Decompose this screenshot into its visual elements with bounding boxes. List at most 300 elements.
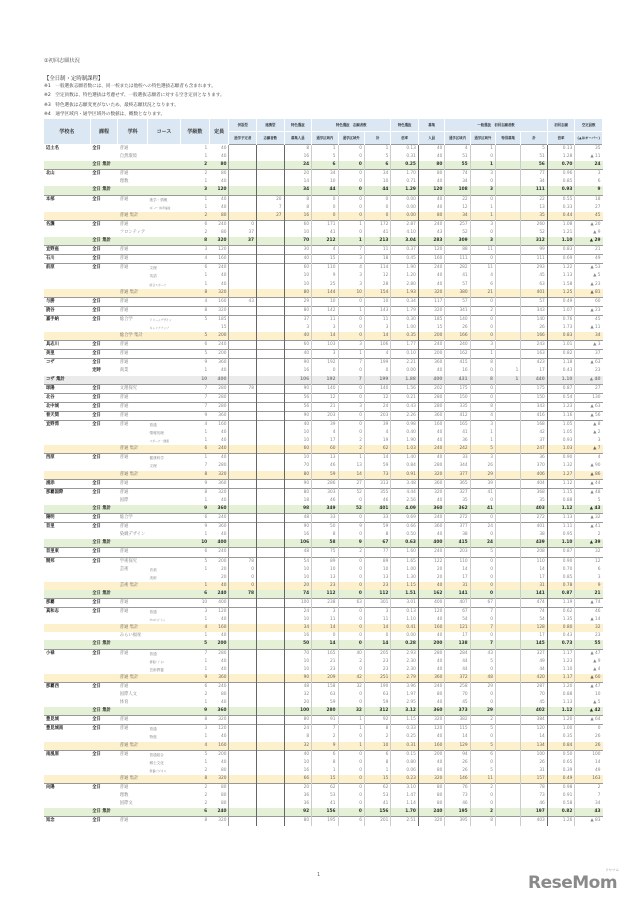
sub-course: スポーツ・健康 [149, 439, 169, 444]
general-out-district: 29 [470, 707, 495, 716]
sub-course [148, 539, 181, 548]
class-count: 5 [181, 557, 210, 566]
general-total: 26 [521, 759, 547, 767]
school-name [44, 505, 90, 514]
tokushoku-quota: 20 [284, 582, 312, 590]
affiliated-planned [229, 658, 257, 666]
sub-course: 美術 [149, 575, 157, 580]
tokushoku-out-district: 0 [338, 566, 364, 574]
affiliated-planned [229, 359, 257, 368]
initial-rate: 0.33 [547, 204, 575, 212]
general-quota: 160 [418, 421, 444, 430]
general-out-district: 1 [470, 145, 495, 154]
affiliated-planned [229, 306, 257, 315]
class-count: 1 [204, 273, 208, 279]
tokushoku-out-district: 0 [338, 691, 364, 699]
department: 普通 [118, 750, 148, 759]
general-special [495, 393, 520, 402]
course-type: 全日 [90, 479, 118, 488]
general-special [495, 204, 520, 212]
general-total: 440 [521, 376, 547, 385]
school-name: 那覇国際 [44, 488, 90, 497]
vacancy: 34 [575, 800, 603, 808]
tokushoku-out-district: 0 [338, 767, 364, 775]
table-row [44, 566, 603, 574]
general-quota: 120 [418, 186, 444, 195]
general-special [495, 237, 520, 246]
department: 体育 [119, 700, 129, 706]
general-in-district: 22 [445, 195, 470, 204]
table-row [44, 497, 603, 505]
sub-course [148, 212, 181, 221]
class-count: 1 [204, 430, 208, 436]
general-in-district: 284 [445, 649, 470, 658]
tokushoku-in-district: 12 [312, 393, 338, 402]
capacity: 200 [209, 640, 229, 649]
affiliated-planned [229, 616, 257, 624]
course-type [90, 332, 118, 341]
table-row-subtotal [44, 237, 603, 246]
affiliated-planned: 43 [229, 297, 257, 306]
school-name [44, 742, 90, 751]
general-quota: 40 [418, 531, 444, 539]
general-in-district: 110 [445, 557, 470, 566]
general-special [495, 479, 520, 488]
department: 普通 [118, 255, 148, 264]
header-school: 学校名 [44, 119, 90, 145]
capacity: 40 [209, 437, 229, 445]
tokushoku-total: 14 [364, 332, 390, 341]
tokushoku-in-district: 112 [312, 590, 338, 599]
tokushoku-quota: 18 [284, 497, 312, 505]
tokushoku-in-district: 0 [312, 212, 338, 221]
general-out-district: 0 [470, 582, 495, 590]
note-3: ※3 特色選抜は志願変更がないため、最終志願状況となります。 [44, 102, 179, 108]
capacity: 40 [209, 759, 229, 767]
general-out-district: 5 [470, 658, 495, 666]
sub-course [148, 817, 181, 826]
tokushoku-in-district: 13 [312, 454, 338, 463]
initial-rate: 1.13 [547, 514, 575, 523]
tokushoku-rate: 3.96 [391, 682, 419, 691]
general-out-district: 3 [470, 220, 495, 229]
general-in-district: 31 [445, 582, 470, 590]
tokushoku-rate: 0.00 [391, 195, 419, 204]
course-type: 全日 集計 [90, 505, 118, 514]
general-in-district: 46 [445, 800, 470, 808]
class-count: 4 [181, 624, 210, 632]
general-in-district: 150 [445, 393, 470, 402]
general-total: 166 [521, 332, 547, 341]
sub-course: 普通 [148, 725, 181, 734]
general-special [495, 255, 520, 264]
tokushoku-out-district: 0 [338, 297, 364, 306]
table-row [44, 402, 603, 411]
vacancy: 45 [575, 315, 603, 324]
general-quota: 40 [418, 178, 444, 186]
sub-course [148, 367, 181, 375]
school-name [44, 281, 90, 289]
school-name: 宜野座 [44, 246, 90, 255]
header-tok-in: 通学区域内 [312, 132, 338, 145]
course-type [90, 674, 118, 683]
tokushoku-out-district: 2 [338, 548, 364, 557]
class-count: 9 [181, 359, 210, 368]
tokushoku-quota: 34 [284, 186, 312, 195]
partnership-applicants [257, 341, 285, 350]
general-out-district: 0 [470, 800, 495, 808]
initial-rate: 1.26 [547, 817, 575, 826]
sub-course [148, 289, 181, 298]
header-tok-group: 特色選抜 志願者数 [312, 119, 391, 132]
general-out-district: 0 [470, 590, 495, 599]
capacity: 40 [209, 204, 229, 212]
tokushoku-rate: 2.21 [391, 359, 419, 368]
tokushoku-out-district: 0 [338, 145, 364, 154]
tokushoku-in-district: 195 [312, 817, 338, 826]
tokushoku-rate: 1.14 [391, 800, 419, 808]
general-out-district: 4 [470, 411, 495, 420]
general-out-district: 24 [470, 523, 495, 532]
department: みらい福祉 [119, 633, 142, 639]
school-name [44, 539, 90, 548]
tokushoku-quota: 56 [284, 402, 312, 411]
partnership-applicants [257, 775, 285, 784]
tokushoku-quota: 48 [284, 514, 312, 523]
tokushoku-quota: 70 [284, 649, 312, 658]
tokushoku-rate: 0.30 [391, 315, 419, 324]
initial-rate: 0.69 [547, 255, 575, 264]
class-count: 2 [181, 170, 210, 179]
initial-rate: 0.73 [547, 640, 575, 649]
tokushoku-out-district: 0 [338, 514, 364, 523]
general-special [495, 497, 520, 505]
department [118, 281, 148, 289]
course-type [90, 691, 118, 699]
tokushoku-rate: 2.87 [391, 220, 419, 229]
table-row [44, 759, 603, 767]
tokushoku-quota: 10 [284, 658, 312, 666]
tokushoku-in-district: 4 [312, 429, 338, 437]
tokushoku-rate: 1.47 [391, 792, 419, 800]
course-type: 全日 集計 [90, 808, 118, 817]
general-in-district: 272 [445, 514, 470, 523]
partnership-applicants [257, 255, 285, 264]
affiliated-planned [229, 315, 257, 324]
general-total: 70 [521, 691, 547, 699]
tokushoku-total: 34 [364, 170, 390, 179]
tokushoku-total: 14 [364, 640, 390, 649]
tokushoku-quota: 90 [284, 384, 312, 393]
course-type: 全日 [90, 817, 118, 826]
tokushoku-rate: 0.15 [391, 750, 419, 759]
table-row [44, 792, 603, 800]
department [118, 272, 148, 280]
partnership-applicants [257, 505, 285, 514]
affiliated-planned [229, 742, 257, 751]
initial-rate: 0.43 [547, 367, 575, 375]
vacancy: ▲ 11 [575, 153, 603, 161]
general-quota: 160 [418, 624, 444, 632]
affiliated-planned [229, 505, 257, 514]
header-tok-rate1: 特色選抜 [391, 119, 419, 132]
tokushoku-in-district: 4 [312, 246, 338, 255]
class-count: 6 [181, 220, 210, 229]
class-count: 4 [181, 421, 210, 430]
capacity: 400 [209, 598, 229, 607]
tokushoku-out-district: 40 [338, 649, 364, 658]
tokushoku-quota: 10 [284, 574, 312, 582]
initial-rate: 1.13 [547, 699, 575, 707]
class-count: 8 [181, 716, 210, 725]
capacity: 80 [209, 784, 229, 793]
tokushoku-quota: 80 [284, 471, 312, 480]
sub-course: 音楽 [149, 567, 157, 572]
tokushoku-rate: 1.15 [391, 716, 419, 725]
department: 芸術 [119, 566, 129, 572]
general-out-district: 3 [470, 186, 495, 195]
sub-course [148, 145, 181, 154]
general-total: 384 [521, 716, 547, 725]
course-type [90, 658, 118, 666]
school-name: 西原 [44, 454, 90, 463]
school-name [44, 324, 90, 332]
general-out-district: 11 [470, 264, 495, 273]
partnership-applicants [257, 548, 285, 557]
affiliated-planned [229, 255, 257, 264]
general-quota: 80 [418, 212, 444, 221]
sub-course [148, 411, 181, 420]
course-type [90, 324, 118, 332]
initial-rate: 1.10 [547, 666, 575, 674]
tokushoku-rate: 1.51 [391, 590, 419, 599]
general-in-district: 258 [445, 682, 470, 691]
sub-course [148, 632, 181, 640]
affiliated-planned [229, 445, 257, 454]
table-row-subtotal [44, 590, 603, 599]
tokushoku-in-district: 1 [312, 767, 338, 775]
department: 普通 [118, 598, 148, 607]
class-count: 2 [181, 161, 210, 170]
tokushoku-quota: 10 [284, 454, 312, 463]
general-special [495, 161, 520, 170]
initial-rate: 0.78 [547, 582, 575, 590]
table-row [44, 220, 603, 229]
tokushoku-in-district: 25 [312, 281, 338, 289]
table-row [44, 817, 603, 826]
tokushoku-in-district: 14 [312, 640, 338, 649]
general-total: 14 [521, 733, 547, 741]
tokushoku-out-district: 0 [338, 582, 364, 590]
school-name [44, 178, 90, 186]
tokushoku-quota: 36 [284, 792, 312, 800]
vacancy: ▲ 14 [575, 616, 603, 624]
table-row [44, 145, 603, 154]
class-count: 2 [181, 784, 210, 793]
affiliated-planned [229, 759, 257, 767]
department: 普通 [118, 649, 148, 658]
tokushoku-quota: 60 [284, 264, 312, 273]
course-type: 全日 [90, 315, 118, 324]
initial-rate: 1.11 [547, 523, 575, 532]
general-quota: 162 [418, 590, 444, 599]
general-out-district: 0 [470, 514, 495, 523]
tokushoku-out-district: 0 [338, 212, 364, 221]
general-in-district: 309 [445, 237, 470, 246]
sub-course [148, 359, 181, 368]
sub-course [148, 376, 181, 385]
general-out-district: 41 [470, 505, 495, 514]
general-quota: 80 [418, 691, 444, 699]
tokushoku-in-district: 14 [312, 624, 338, 632]
table-row [44, 204, 603, 212]
school-name: 南風原 [44, 750, 90, 759]
general-in-district: 44 [445, 666, 470, 674]
general-special [495, 716, 520, 725]
tokushoku-rate: 2.30 [391, 666, 419, 674]
general-total: 287 [521, 682, 547, 691]
tokushoku-quota: 16 [284, 632, 312, 640]
partnership-applicants [257, 539, 285, 548]
class-count: 10 [181, 598, 210, 607]
general-in-district: 41 [445, 272, 470, 280]
general-in-district: 14 [445, 566, 470, 574]
sub-course [148, 350, 181, 359]
tokushoku-quota: 100 [284, 598, 312, 607]
general-out-district: 8 [470, 359, 495, 368]
table-header [44, 119, 603, 145]
initial-rate: 0.90 [547, 557, 575, 566]
tokushoku-quota: 56 [284, 393, 312, 402]
general-quota: 320 [418, 306, 444, 315]
general-in-district: 94 [445, 750, 470, 759]
general-special [495, 454, 520, 463]
tokushoku-out-district: 32 [338, 682, 364, 691]
class-count: 8 [181, 775, 210, 784]
capacity: 240 [209, 590, 229, 599]
general-out-district: 0 [470, 666, 495, 674]
table-row [44, 195, 603, 204]
tokushoku-rate: 0.31 [391, 153, 419, 161]
tokushoku-quota: 8 [284, 195, 312, 204]
tokushoku-in-district: 10 [312, 566, 338, 574]
note-2: ※2 空定員数は、特色選抜は考慮せず、一般選抜志願者に対する空き定員となります。 [44, 93, 225, 99]
department: 普通 [118, 608, 148, 617]
tokushoku-quota: 40 [284, 332, 312, 341]
general-out-district: 0 [470, 792, 495, 800]
tokushoku-in-district: 144 [312, 289, 338, 298]
general-total: 45 [521, 699, 547, 707]
vacancy: 5 [575, 497, 603, 505]
sub-course [148, 582, 181, 590]
table-row [44, 574, 603, 582]
general-in-district: 162 [445, 350, 470, 359]
department [118, 237, 148, 246]
capacity: 160 [209, 624, 229, 632]
department [118, 640, 148, 649]
table-row-subtotal [44, 376, 603, 385]
department: 国際 [119, 497, 129, 503]
tokushoku-total: 213 [364, 237, 390, 246]
tokushoku-in-district: 46 [312, 497, 338, 505]
initial-rate: 0.55 [547, 195, 575, 204]
tokushoku-out-district: 63 [338, 598, 364, 607]
department [118, 376, 148, 385]
class-count: 1 [204, 204, 208, 210]
general-total: 34 [521, 178, 547, 186]
table-row-subtotal [44, 505, 603, 514]
general-in-district: 377 [445, 523, 470, 532]
tokushoku-total: 14 [364, 454, 390, 463]
partnership-applicants [257, 574, 285, 582]
sub-course [148, 775, 181, 784]
course-type: 全日 [90, 350, 118, 359]
course-type: 全日 [90, 145, 118, 154]
table-row-subtotal [44, 624, 603, 632]
partnership-applicants [257, 557, 285, 566]
capacity: 40 [209, 616, 229, 624]
tokushoku-in-district: 63 [312, 691, 338, 699]
general-quota: 40 [418, 429, 444, 437]
capacity: 20 [209, 574, 229, 582]
general-special: 1 [495, 367, 520, 375]
general-special [495, 220, 520, 229]
tokushoku-total: 19 [364, 437, 390, 445]
tokushoku-out-district: 14 [338, 471, 364, 480]
partnership-applicants [257, 350, 285, 359]
department: フロンティア [119, 229, 146, 235]
vacancy: 32 [575, 548, 603, 557]
department: 普通 [118, 523, 148, 532]
general-out-district: 24 [470, 539, 495, 548]
general-quota: 43 [418, 229, 444, 237]
partnership-applicants: 27 [257, 212, 285, 221]
initial-rate: 1.07 [547, 306, 575, 315]
table-row [44, 608, 603, 617]
tokushoku-quota: 24 [284, 608, 312, 617]
tokushoku-out-district: 0 [338, 759, 364, 767]
tokushoku-quota: 3 [284, 324, 312, 332]
header-capacity: 定員 [209, 119, 229, 145]
general-in-district: 140 [445, 315, 470, 324]
general-quota: 40 [418, 145, 444, 154]
course-type [90, 733, 118, 741]
general-quota: 360 [418, 411, 444, 420]
general-total: 38 [521, 531, 547, 539]
tokushoku-rate: 1.40 [391, 454, 419, 463]
initial-rate: 1.12 [547, 505, 575, 514]
course-type: 全日 集計 [90, 640, 118, 649]
general-special [495, 750, 520, 759]
general-total: 145 [521, 640, 547, 649]
tokushoku-quota: 10 [284, 281, 312, 289]
general-quota: 40 [418, 632, 444, 640]
tokushoku-total: 1 [364, 767, 390, 775]
general-total: 312 [521, 237, 547, 246]
school-name: 首里東 [44, 548, 90, 557]
capacity: 360 [209, 707, 229, 716]
partnership-applicants [257, 411, 285, 420]
general-special [495, 186, 520, 195]
general-in-district: 335 [445, 402, 470, 411]
table-row [44, 699, 603, 707]
course-type: 全日 [90, 557, 118, 566]
sub-course: 進学・情報 [148, 195, 181, 204]
tokushoku-quota: 16 [284, 531, 312, 539]
general-special [495, 212, 520, 221]
general-in-district: 407 [445, 598, 470, 607]
partnership-applicants [257, 649, 285, 658]
